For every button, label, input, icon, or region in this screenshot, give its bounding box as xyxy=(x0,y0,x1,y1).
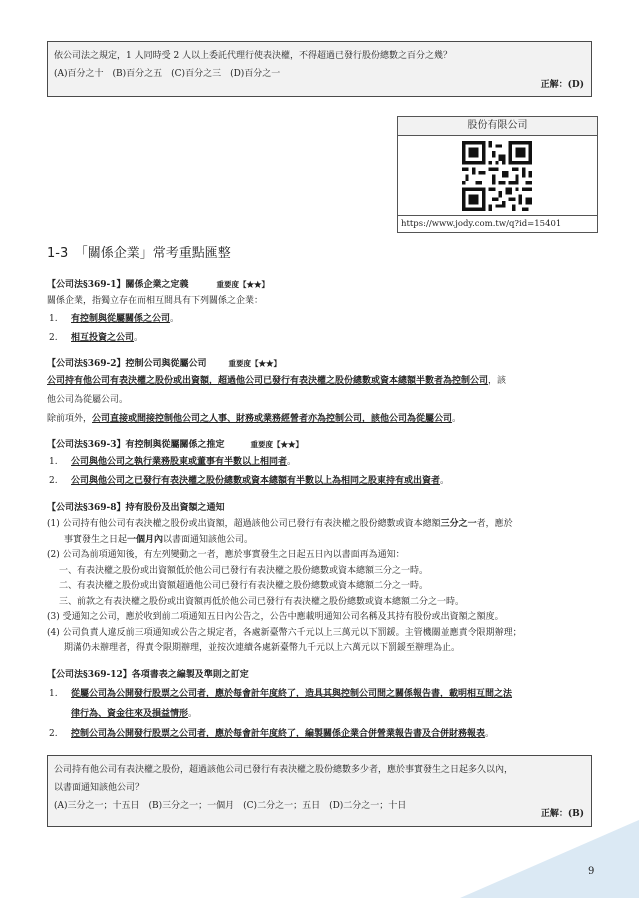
question-options: (A)三分之一；十五日 (B)三分之一；一個月 (C)二分之一；五日 (D)二分之一；十日 xyxy=(54,801,407,811)
list-item: 三、前款之有表決權之股份或出資額再低於他公司已發行有表決權之股份總數或資本總額二分之一時。 xyxy=(59,596,465,607)
paragraph: 關係企業，指獨立存在而相互間具有下列關係之企業： xyxy=(47,296,264,306)
article-title: 【公司法§369-2】控制公司與從屬公司 重要度【★★】 xyxy=(47,359,281,369)
qr-card[interactable] xyxy=(397,116,598,233)
main-content xyxy=(47,276,595,744)
list-item: 2. 公司與他公司之已發行有表決權之股份總數或資本總額有半數以上為相同之股東持有或出資者。 xyxy=(49,476,450,486)
question-text: 依公司法之規定，1 人同時受 2 人以上委託代理行使表決權，不得超過已發行股份總數之百分之幾？ xyxy=(54,51,453,61)
paragraph: (4) 公司負責人違反前三項通知或公告之規定者，各處新臺幣六千元以上三萬元以下罰鍰。主管機關並應責令限期辦理； xyxy=(47,627,522,638)
paragraph: (2) 公司為前項通知後，有左列變動之一者，應於事實發生之日起五日內以書面再為通知： xyxy=(47,550,405,560)
list-item: 律行為、資金往來及損益情形。 xyxy=(71,708,198,719)
paragraph: 除前項外，公司直接或間接控制他公司之人事、財務或業務經營者亦為控制公司，該他公司為從屬公司。 xyxy=(47,414,462,424)
paragraph: (1) 公司持有他公司有表決權之股份或出資額，超過該他公司已發行有表決權之股份總數或資本總額三分之一者，應於 xyxy=(47,519,513,529)
page-number: 9 xyxy=(588,866,595,877)
list-item: 一、有表決權之股份或出資額低於他公司已發行有表決權之股份總數或資本總額三分之一時。 xyxy=(59,565,429,576)
section-heading: 1-3 「關係企業」常考重點匯整 xyxy=(47,246,231,261)
paragraph: 期滿仍未辦理者，得責令限期辦理，並按次連續各處新臺幣九千元以上六萬元以下罰鍰至辦理為止。 xyxy=(64,643,461,653)
question-box-1 xyxy=(47,41,592,97)
qr-card-url[interactable]: https://www.jody.com.tw/q?id=15401 xyxy=(398,215,597,232)
article-369-2 xyxy=(47,355,595,429)
list-item: 1. 公司與他公司之執行業務股東或董事有半數以上相同者。 xyxy=(49,457,297,467)
article-369-12 xyxy=(47,667,595,744)
article-369-8 xyxy=(47,500,595,657)
article-title: 【公司法§369-3】有控制與從屬關係之推定 重要度【★★】 xyxy=(47,440,303,450)
article-369-3 xyxy=(47,436,595,491)
paragraph: (3) 受通知之公司，應於收到前二項通知五日內公告之，公告中應載明通知公司名稱及其持有股份或出資額之額度。 xyxy=(47,612,504,622)
importance-rating: 重要度【★★】 xyxy=(228,359,281,368)
importance-rating: 重要度【★★】 xyxy=(216,280,269,289)
importance-rating: 重要度【★★】 xyxy=(250,440,303,449)
article-title: 【公司法§369-12】各項書表之編製及準則之訂定 xyxy=(47,669,249,680)
question-text: 以書面通知該他公司？ xyxy=(54,783,145,793)
question-box-2 xyxy=(47,755,592,827)
answer-label: 正解：(D) xyxy=(540,80,584,90)
list-item: 1. 從屬公司為公開發行股票之公司者，應於每會計年度終了，造具其與控制公司間之關係報告書，載明相互間之法 xyxy=(49,688,513,699)
paragraph: 他公司為從屬公司。 xyxy=(47,395,129,405)
question-text: 公司持有他公司有表決權之股份，超過該他公司已發行有表決權之股份總數多少者，應於事實發生之日起多久以內， xyxy=(54,765,514,775)
paragraph: 事實發生之日起一個月內以書面通知該他公司。 xyxy=(64,534,254,545)
list-item: 二、有表決權之股份或出資額超過他公司已發行有表決權之股份總數或資本總額二分之一時。 xyxy=(59,581,429,591)
qr-card-title: 股份有限公司 xyxy=(398,117,597,136)
paragraph: 公司持有他公司有表決權之股份或出資額，超過他公司已發行有表決權之股份總數或資本總額半數者為控制公司，該 xyxy=(47,376,507,386)
article-title: 【公司法§369-8】持有股份及出資額之通知 xyxy=(47,503,225,513)
article-369-1 xyxy=(47,276,595,348)
answer-label: 正解：(B) xyxy=(540,809,584,819)
list-item: 2. 控制公司為公開發行股票之公司者，應於每會計年度終了，編製關係企業合併營業報告書及合併財務報表。 xyxy=(49,728,495,739)
question-options: (A)百分之十 (B)百分之五 (C)百分之三 (D)百分之一 xyxy=(54,69,281,79)
decorative-corner xyxy=(460,820,639,898)
list-item: 2. 相互投資之公司。 xyxy=(49,333,144,343)
qr-code-icon[interactable] xyxy=(462,141,532,211)
article-title: 【公司法§369-1】關係企業之定義 重要度【★★】 xyxy=(47,280,269,290)
list-item: 1. 有控制與從屬關係之公司。 xyxy=(49,314,180,324)
